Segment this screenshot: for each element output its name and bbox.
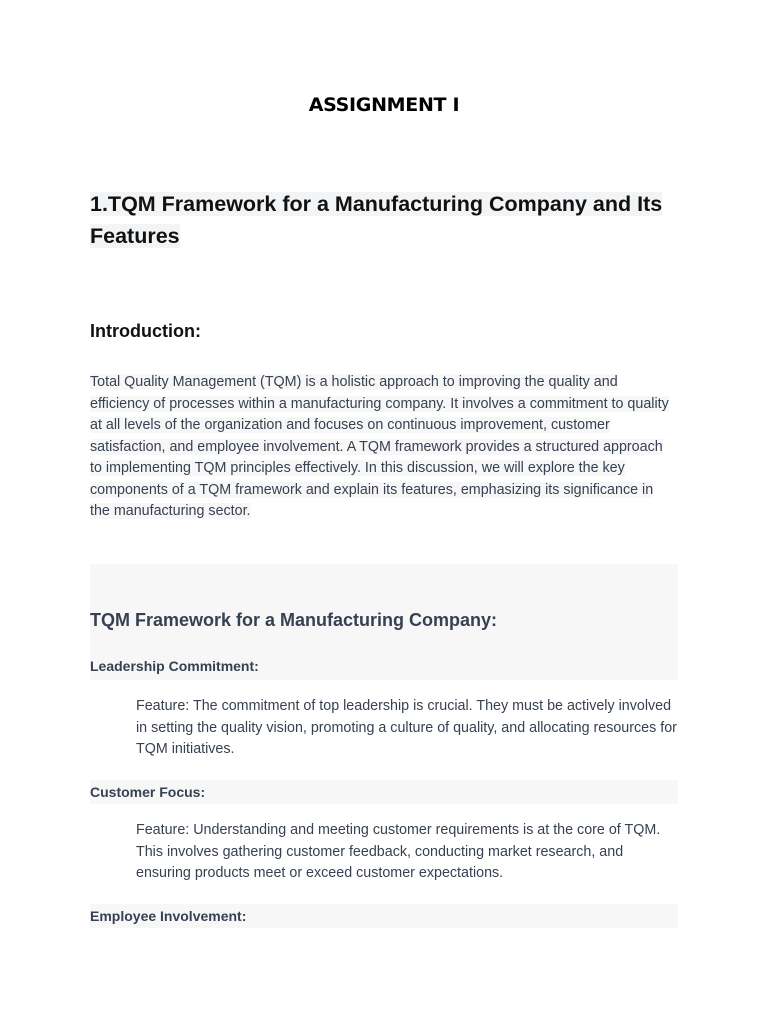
section-heading-text: 1.TQM Framework for a Manufacturing Company and Its Features <box>90 192 663 248</box>
leadership-commitment-feature: Feature: The commitment of top leadership is crucial. They must be actively involved in setting the quality vision, promoting a culture of quality, and allocating resources for TQM initiatives. <box>136 698 677 757</box>
document-title: ASSIGNMENT I <box>308 94 460 116</box>
employee-involvement-heading: Employee Involvement: <box>90 904 678 928</box>
section-heading <box>90 188 670 252</box>
introduction-text: Total Quality Management (TQM) is a holistic approach to improving the quality and efficiency of processes within a manufacturing company. It involves a commitment to quality at all levels of the organization and focuses on continuous improvement, customer satisfaction, and employee involvement. A TQM framework provides a structured approach to implementing TQM principles effectively. In this discussion, we will explore the key components of a TQM framework and explain its features, emphasizing its significance in the manufacturing sector. <box>90 374 669 519</box>
leadership-commitment-heading: Leadership Commitment: <box>90 658 259 674</box>
introduction-heading: Introduction: <box>90 321 201 341</box>
introduction-paragraph <box>90 372 675 523</box>
customer-focus-feature: Feature: Understanding and meeting customer requirements is at the core of TQM. This involves gathering customer feedback, conducting market research, and ensuring products meet or exceed customer expectations. <box>136 822 661 881</box>
customer-focus-heading: Customer Focus: <box>90 780 678 804</box>
framework-heading: TQM Framework for a Manufacturing Company: <box>90 610 498 630</box>
